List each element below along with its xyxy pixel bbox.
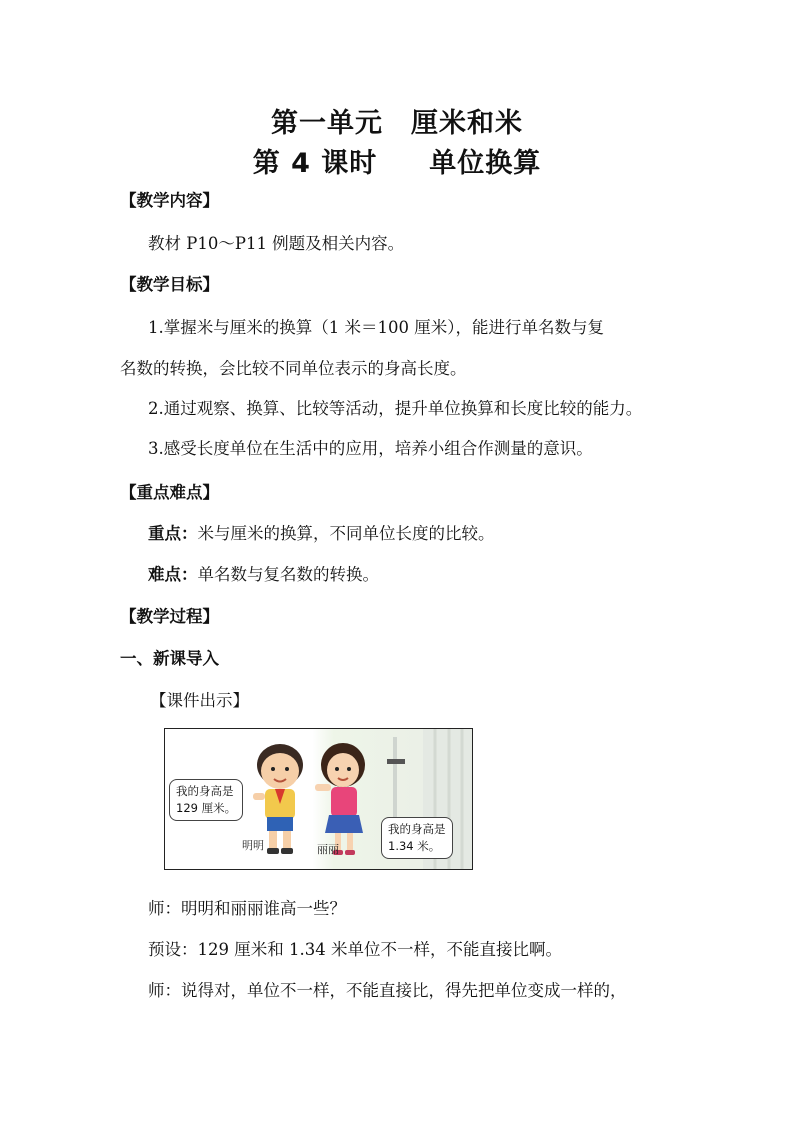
- boy-bubble-line-2: 129 厘米。: [176, 801, 237, 815]
- section-heading: 一、新课导入: [120, 649, 219, 668]
- boy-name-label: 明明: [242, 839, 264, 852]
- illustration-heights: [164, 728, 473, 870]
- girl-bubble-line-1: 我的身高是: [388, 822, 446, 836]
- lesson-name: 单位换算: [429, 148, 542, 179]
- process-heading: 【教学过程】: [120, 607, 219, 626]
- girl-speech-bubble: [381, 817, 453, 859]
- courseware-label: 【课件出示】: [150, 691, 249, 710]
- boy-bubble-line-1: 我的身高是: [176, 784, 234, 798]
- boy-speech-bubble: [169, 779, 243, 821]
- height-ruler-arm: [387, 759, 405, 764]
- goal-1-line-2: 名数的转换，会比较不同单位表示的身高长度。: [120, 359, 467, 378]
- key-point: [148, 523, 495, 545]
- key-heading: 【重点难点】: [120, 483, 219, 502]
- goal-2: 2.通过观察、换算、比较等活动，提升单位换算和长度比较的能力。: [148, 399, 643, 418]
- dialog-preset-answer: 预设：129 厘米和 1.34 米单位不一样，不能直接比啊。: [148, 940, 562, 959]
- difficulty-label: 难点：: [148, 565, 198, 584]
- difficulty-text: 单名数与复名数的转换。: [197, 565, 379, 584]
- girl-figure: [315, 743, 365, 855]
- key-text: 米与厘米的换算，不同单位长度的比较。: [197, 524, 495, 543]
- content-heading: 【教学内容】: [120, 191, 219, 210]
- difficulty-point: [148, 564, 379, 586]
- dialog-teacher-reply: 师：说得对，单位不一样，不能直接比，得先把单位变成一样的，: [148, 981, 627, 1000]
- goal-3: 3.感受长度单位在生活中的应用，培养小组合作测量的意识。: [148, 439, 593, 458]
- dialog-teacher-question: 师：明明和丽丽谁高一些？: [148, 899, 346, 918]
- goal-1-line-1: 1.掌握米与厘米的换算（1 米＝100 厘米），能进行单名数与复: [148, 318, 604, 337]
- girl-bubble-line-2: 1.34 米。: [388, 839, 441, 853]
- content-text: 教材 P10～P11 例题及相关内容。: [148, 234, 405, 253]
- unit-title: 第一单元 厘米和米: [271, 108, 523, 139]
- goals-heading: 【教学目标】: [120, 275, 219, 294]
- lesson-number: 第 4 课时: [252, 148, 378, 179]
- key-label: 重点：: [148, 524, 198, 543]
- girl-name-label: 丽丽: [317, 843, 339, 856]
- lesson-title: [0, 141, 794, 180]
